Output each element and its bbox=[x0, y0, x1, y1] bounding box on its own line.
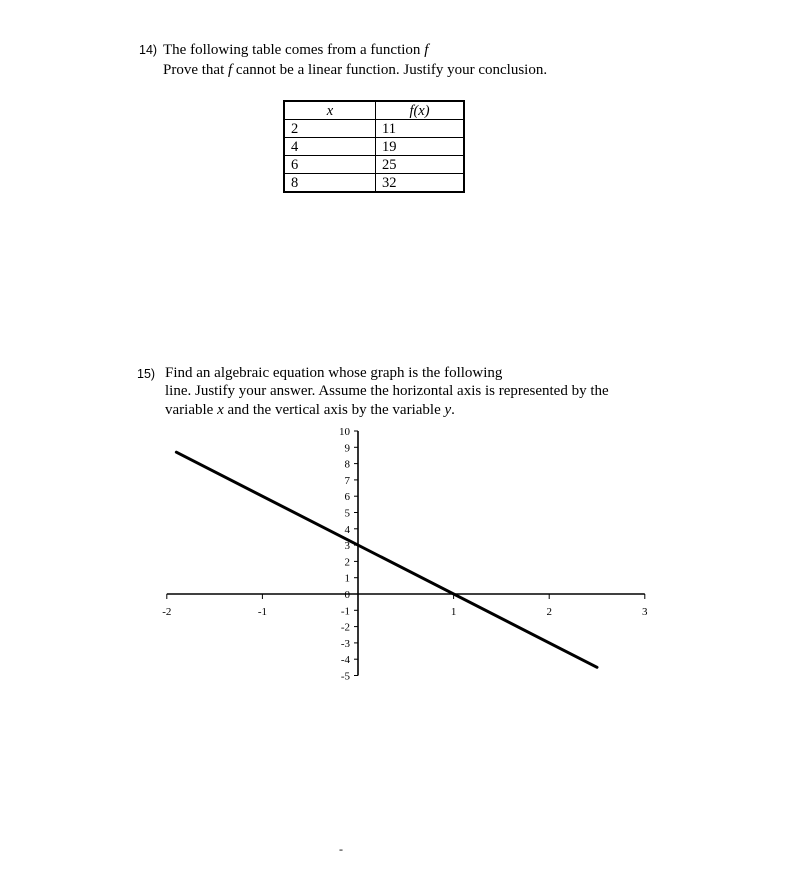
table-cell-x: 2 bbox=[284, 120, 376, 138]
question-15-line-1: Find an algebraic equation whose graph is the following bbox=[165, 365, 503, 381]
y-tick-label: 8 bbox=[344, 458, 350, 471]
graph-line bbox=[176, 452, 597, 667]
question-15-line-2: line. Justify your answer. Assume the horizontal axis is represented by the bbox=[165, 383, 609, 399]
q14-function-var: f bbox=[424, 42, 429, 58]
question-15-number: 15) bbox=[137, 367, 156, 381]
y-tick-label: -5 bbox=[340, 670, 350, 683]
x-tick-label: 1 bbox=[450, 606, 457, 618]
y-tick-label: 7 bbox=[344, 474, 350, 487]
table-cell-fx: 25 bbox=[376, 156, 465, 174]
q15-text: . bbox=[451, 402, 455, 418]
y-tick-label: 3 bbox=[344, 540, 350, 553]
q14-text: cannot be a linear function. Justify your conclusion. bbox=[232, 62, 548, 78]
x-tick-label: -1 bbox=[257, 606, 267, 618]
table-cell-x: 6 bbox=[284, 156, 376, 174]
y-tick-label: 6 bbox=[344, 491, 350, 504]
q14-text: The following table comes from a function bbox=[163, 42, 425, 58]
q14-text: Prove that bbox=[163, 62, 228, 78]
table-cell-fx: 11 bbox=[376, 120, 465, 138]
table-cell-x: 4 bbox=[284, 138, 376, 156]
y-tick-label: -4 bbox=[340, 654, 350, 667]
x-axis-ticks bbox=[162, 594, 648, 618]
y-axis-ticks bbox=[339, 426, 358, 683]
y-tick-label: 2 bbox=[344, 556, 350, 569]
q15-var-x: x bbox=[217, 402, 224, 418]
table-cell-fx: 19 bbox=[376, 138, 465, 156]
q15-text: variable bbox=[165, 402, 218, 418]
q15-text: and the vertical axis by the variable bbox=[223, 402, 445, 418]
x-tick-label: 3 bbox=[642, 606, 648, 618]
graph-series bbox=[176, 452, 597, 667]
y-tick-label: -1 bbox=[340, 605, 350, 618]
y-tick-label: 5 bbox=[344, 507, 350, 520]
column-header-fx: f(x) bbox=[376, 101, 465, 120]
footer-mark: - bbox=[339, 842, 343, 856]
x-tick-label: -2 bbox=[162, 606, 172, 618]
column-header-x: x bbox=[284, 101, 376, 120]
question-14-number: 14) bbox=[139, 43, 158, 57]
q15-var-y: y bbox=[444, 402, 452, 418]
y-tick-label: 1 bbox=[344, 572, 350, 585]
y-tick-label: -3 bbox=[340, 637, 350, 650]
y-tick-label: -2 bbox=[340, 621, 350, 634]
table-cell-x: 8 bbox=[284, 174, 376, 193]
x-tick-label: 2 bbox=[546, 606, 552, 618]
y-tick-label: 0 bbox=[344, 589, 350, 601]
y-tick-label: 9 bbox=[344, 442, 350, 455]
y-tick-label: 10 bbox=[339, 426, 350, 438]
table-cell-fx: 32 bbox=[376, 174, 465, 193]
graph-axes bbox=[167, 431, 645, 676]
y-tick-label: 4 bbox=[344, 523, 350, 536]
q14-function-var: f bbox=[228, 62, 233, 78]
